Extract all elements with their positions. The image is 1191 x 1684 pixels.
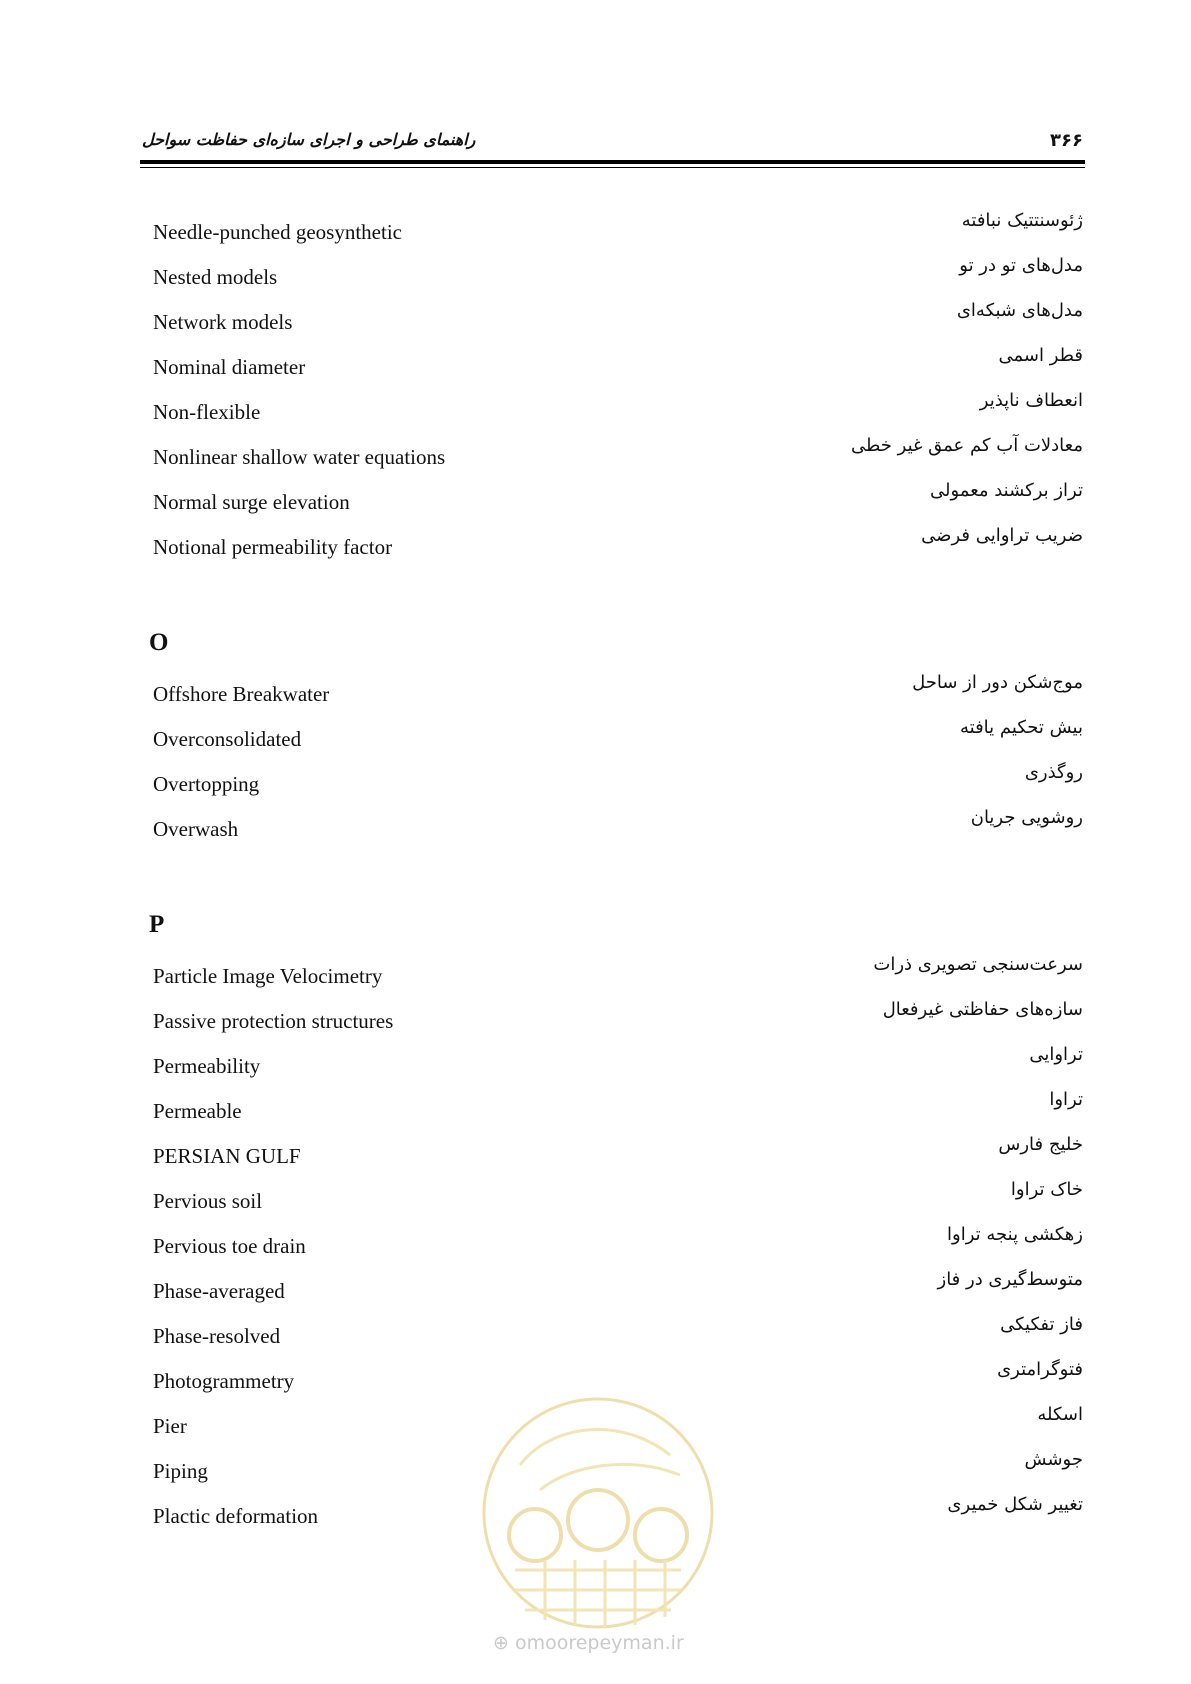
english-term: Pervious soil: [153, 1189, 263, 1213]
page-header: [140, 128, 1085, 156]
persian-term: مدل‌های تو در تو: [959, 255, 1083, 276]
persian-term: سرعت‌سنجی تصویری ذرات: [873, 954, 1083, 975]
persian-term: موج‌شکن دور از ساحل: [912, 672, 1083, 693]
persian-term: تراوا: [1049, 1089, 1083, 1110]
persian-term: تغییر شکل خمیری: [947, 1494, 1083, 1515]
english-term: Notional permeability factor: [153, 535, 393, 559]
glossary-section: [140, 210, 1085, 570]
english-term: Overwash: [153, 817, 239, 841]
english-term: Plactic deformation: [153, 1504, 319, 1528]
glossary-entry: [140, 807, 1085, 852]
section-letter-heading: P: [149, 911, 165, 938]
glossary-section: [140, 622, 1085, 852]
glossary-entry: [140, 1134, 1085, 1179]
english-term: Needle-punched geosynthetic: [153, 220, 402, 244]
persian-term: متوسط‌گیری در فاز: [937, 1269, 1083, 1290]
persian-term: زهکشی پنجه تراوا: [947, 1224, 1083, 1245]
section-letter-heading: O: [149, 629, 169, 656]
persian-term: روشویی جریان: [970, 807, 1083, 828]
english-term: Photogrammetry: [153, 1369, 295, 1393]
glossary-entry: [140, 1044, 1085, 1089]
english-term: Pervious toe drain: [153, 1234, 306, 1258]
glossary-entry: [140, 762, 1085, 807]
persian-term: قطر اسمی: [998, 345, 1083, 366]
header-rule-thin: [140, 167, 1085, 168]
english-term: Offshore Breakwater: [153, 682, 330, 706]
persian-term: جوشش: [1024, 1449, 1083, 1470]
watermark-url: [493, 1632, 713, 1654]
glossary-entry: [140, 717, 1085, 762]
persian-term: تراوایی: [1029, 1044, 1083, 1065]
persian-term: فاز تفکیکی: [1000, 1314, 1083, 1335]
english-term: Overconsolidated: [153, 727, 302, 751]
glossary-entry: [140, 999, 1085, 1044]
persian-term: فتوگرامتری: [997, 1359, 1083, 1380]
persian-term: مدل‌های شبکه‌ای: [956, 300, 1083, 321]
english-term: Network models: [153, 310, 293, 334]
glossary-entry: [140, 672, 1085, 717]
english-term: Nonlinear shallow water equations: [153, 445, 446, 469]
glossary-entry: [140, 480, 1085, 525]
persian-term: خاک تراوا: [1010, 1179, 1083, 1200]
page-number: ۳۶۶: [1050, 130, 1083, 151]
english-term: Overtopping: [153, 772, 260, 796]
glossary-entry: [140, 1089, 1085, 1134]
persian-term: معادلات آب کم عمق غیر خطی: [851, 435, 1083, 456]
english-term: Pier: [153, 1414, 187, 1438]
persian-term: تراز برکشند معمولی: [929, 480, 1083, 501]
english-term: Normal surge elevation: [153, 490, 350, 514]
persian-term: ضریب تراوایی فرضی: [921, 525, 1083, 546]
watermark-url-text: omoorepeyman.ir: [514, 1632, 684, 1654]
english-term: PERSIAN GULF: [153, 1144, 301, 1168]
english-term: Nominal diameter: [153, 355, 306, 379]
glossary-entry: [140, 1314, 1085, 1359]
persian-term: روگذری: [1024, 762, 1083, 783]
english-term: Permeability: [153, 1054, 261, 1078]
persian-term: اسکله: [1037, 1404, 1083, 1425]
watermark-logo: [480, 1395, 716, 1631]
globe-icon: ⊕: [493, 1632, 509, 1654]
glossary-entry: [140, 255, 1085, 300]
english-term: Particle Image Velocimetry: [153, 964, 383, 988]
english-term: Nested models: [153, 265, 278, 289]
english-term: Piping: [153, 1459, 208, 1483]
persian-term: خلیج فارس: [998, 1134, 1083, 1155]
persian-term: بیش تحکیم یافته: [960, 717, 1083, 738]
english-term: Passive protection structures: [153, 1009, 394, 1033]
glossary-entry: [140, 1224, 1085, 1269]
english-term: Non-flexible: [153, 400, 261, 424]
glossary-entry: [140, 1269, 1085, 1314]
english-term: Phase-averaged: [153, 1279, 285, 1303]
glossary-entry: [140, 435, 1085, 480]
glossary-entry: [140, 1179, 1085, 1224]
glossary-entry: [140, 300, 1085, 345]
english-term: Permeable: [153, 1099, 242, 1123]
running-title: راهنمای طراحی و اجرای سازه‌ای حفاظت سواحل: [142, 130, 476, 149]
glossary-entry: [140, 390, 1085, 435]
persian-term: انعطاف ناپذیر: [979, 390, 1083, 411]
glossary-entry: [140, 345, 1085, 390]
glossary-entry: [140, 954, 1085, 999]
glossary-entry: [140, 210, 1085, 255]
persian-term: ژئوسنتتیک نبافته: [961, 210, 1083, 231]
persian-term: سازه‌های حفاظتی غیرفعال: [882, 999, 1083, 1020]
header-rule: [140, 160, 1085, 164]
glossary-entry: [140, 525, 1085, 570]
glossary: [140, 210, 1085, 1539]
english-term: Phase-resolved: [153, 1324, 281, 1348]
